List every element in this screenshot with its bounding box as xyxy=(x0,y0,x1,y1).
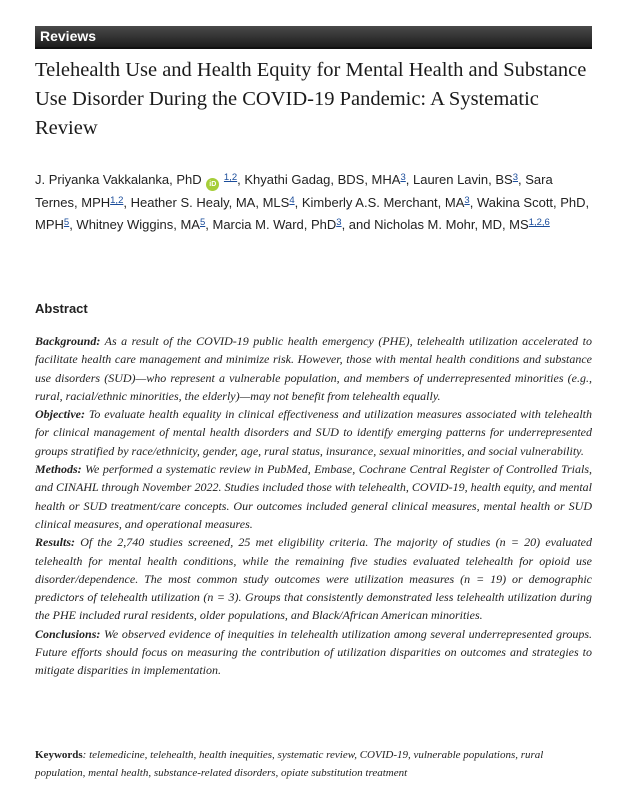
author-separator: , xyxy=(123,195,131,210)
keywords xyxy=(35,746,592,782)
abstract-section-text: We performed a systematic review in PubMed, Embase, Cochrane Central Register of Controlled Trials, and CINAHL through November 2022. Studies included those with telehealth, COVID-19, health equity, and mental health or SUD treatment/care concepts. Our outcomes included general clinical measures, mental health or SUD clinical measures, and operational measures. xyxy=(35,462,592,531)
affiliation-link[interactable]: 5 xyxy=(199,217,206,228)
author-name: Heather S. Healy, MA, MLS xyxy=(130,195,290,210)
author-list xyxy=(35,168,595,235)
keywords-label: Keywords xyxy=(35,749,83,761)
affiliation-link[interactable]: 5 xyxy=(63,217,70,228)
author-name: Nicholas M. Mohr, MD, MS xyxy=(374,217,529,232)
abstract-paragraph xyxy=(35,533,592,624)
author-name: Wakina Scott, PhD, MPH xyxy=(35,195,590,232)
author-separator: , xyxy=(294,195,302,210)
affiliation-link[interactable]: 1,2,6 xyxy=(528,217,550,228)
abstract-section-label: Background: xyxy=(35,334,101,348)
article-title: Telehealth Use and Health Equity for Mental Health and Substance Use Disorder During the COVID-19 Pandemic: A Systematic Review xyxy=(35,59,587,139)
section-header-bar xyxy=(35,26,592,49)
author-separator: , xyxy=(469,195,477,210)
author-separator: , xyxy=(205,217,213,232)
abstract-paragraph xyxy=(35,460,592,533)
author-separator: , xyxy=(518,172,526,187)
author-separator: , and xyxy=(341,217,375,232)
abstract-section-label: Conclusions: xyxy=(35,626,101,641)
author-separator: , xyxy=(237,172,245,187)
author-separator: , xyxy=(69,217,77,232)
abstract-section-text: To evaluate health equality in clinical effectiveness and utilization measures associated with telehealth for clinical management of mental health disorders and SUD to identify emerging patterns for underrepresented groups stratified by race/ethnicity, gender, age, rural status, insurance, sexual minorities, and social vulnerability. xyxy=(35,407,592,458)
keywords-text: : telemedicine, telehealth, health inequities, systematic review, COVID-19, vulnerable populations, rural population, mental health, substance-related disorders, opiate substitution treatment xyxy=(35,749,544,779)
abstract-section-label: Results: xyxy=(35,535,76,550)
abstract-section-label: Methods: xyxy=(35,462,82,477)
abstract-section-text: As a result of the COVID-19 public health emergency (PHE), telehealth utilization accelerated to facilitate health care management and minimize risk. However, those with mental health conditions and substance use disorders (SUD)—who represent a vulnerable population, and members of underrepresented minorities (e.g., rural, racial/ethnic minorities, the elderly)—may not benefit from telehealth equally. xyxy=(35,334,592,403)
affiliation-link[interactable]: 3 xyxy=(512,172,519,183)
abstract-body xyxy=(35,332,592,680)
affiliation-link[interactable]: 1,2 xyxy=(223,172,238,183)
orcid-icon[interactable]: iD xyxy=(206,178,219,191)
author-name: Marcia M. Ward, PhD xyxy=(212,217,337,232)
author-name: Sara Ternes, MPH xyxy=(35,172,553,210)
affiliation-link[interactable]: 3 xyxy=(400,172,406,183)
author-name: Whitney Wiggins, MA xyxy=(76,217,200,232)
abstract-section-label: Objective: xyxy=(35,407,85,422)
abstract-heading: Abstract xyxy=(35,301,88,316)
author-name: Kimberly A.S. Merchant, MA xyxy=(301,195,465,210)
affiliation-link[interactable]: 3 xyxy=(336,217,342,228)
abstract-paragraph xyxy=(35,332,592,405)
abstract-section-text: Of the 2,740 studies screened, 25 met eligibility criteria. The majority of studies (n = 20) evaluated telehealth for mental health conditions, while the remaining five studies evaluated telehealth for opioid use disorder/dependence. The most common study outcomes were utilization measures (n = 19) or demographic predictors of telehealth utilization (n = 3). Groups that consistently demonstrated less telehealth utilization during the PHE included rural residents, older populations, and Black/African American minorities. xyxy=(35,535,592,623)
author-name: Lauren Lavin, BS xyxy=(412,172,513,187)
author-separator: , xyxy=(405,172,413,187)
author-name: Khyathi Gadag, BDS, MHA xyxy=(244,172,401,187)
abstract-section-text: We observed evidence of inequities in telehealth utilization among several underrepresented groups. Future efforts should focus on measuring the contribution of utilization disparities on outcomes and strategies to mitigate disparities in implementation. xyxy=(35,626,592,678)
section-label: Reviews xyxy=(40,28,97,44)
abstract-paragraph xyxy=(35,405,592,460)
affiliation-link[interactable]: 4 xyxy=(289,195,295,206)
affiliation-link[interactable]: 3 xyxy=(464,195,470,206)
abstract-paragraph xyxy=(35,625,592,680)
affiliation-link[interactable]: 1,2 xyxy=(110,195,124,206)
author-name: J. Priyanka Vakkalanka, PhD xyxy=(35,172,202,187)
